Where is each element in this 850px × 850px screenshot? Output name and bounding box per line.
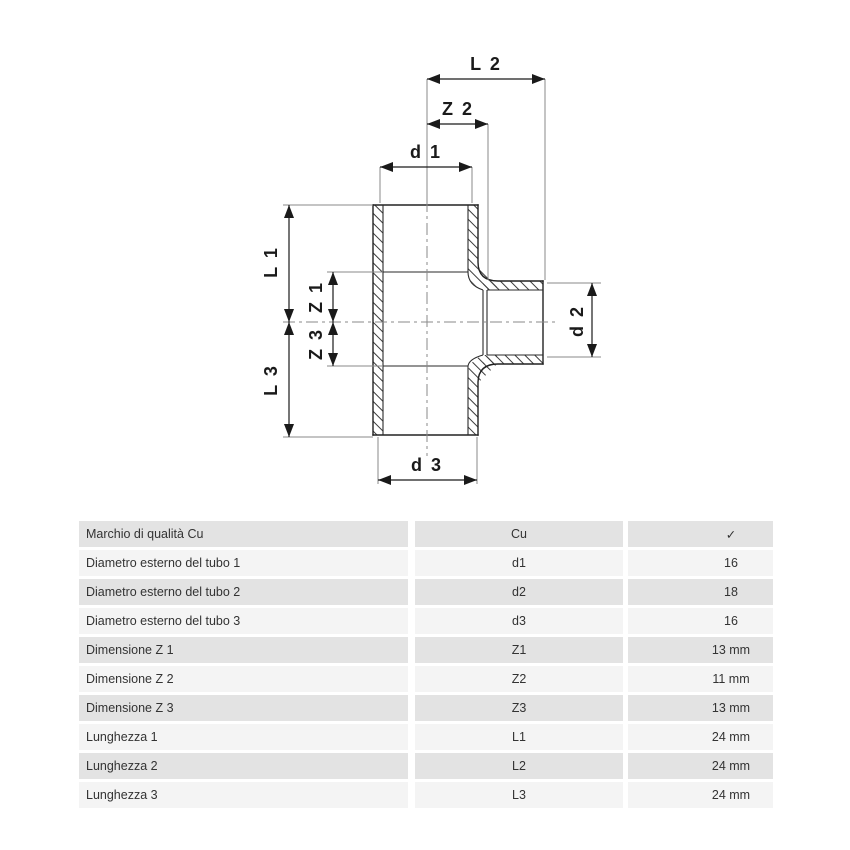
spec-symbol-cell: d2 — [415, 579, 623, 605]
spec-value-cell: 16 — [628, 550, 773, 576]
spec-symbol-cell: Z3 — [415, 695, 623, 721]
spec-symbol-cell: L3 — [415, 782, 623, 808]
dimension-label-z1: Z 1 — [306, 280, 326, 314]
spec-value-cell: 13 mm — [628, 695, 773, 721]
fitting-inner-lines — [383, 205, 543, 435]
spec-table-row — [79, 521, 773, 547]
spec-value-cell: 18 — [628, 579, 773, 605]
spec-value-cell: 24 mm — [628, 724, 773, 750]
spec-label-cell: Lunghezza 2 — [79, 753, 408, 779]
dimension-label-d3: d 3 — [410, 455, 444, 475]
spec-table-row — [79, 695, 773, 721]
dimension-label-z3: Z 3 — [306, 327, 326, 361]
dimension-label-d2: d 2 — [567, 304, 587, 338]
spec-value-cell: 13 mm — [628, 637, 773, 663]
spec-value-cell: 24 mm — [628, 753, 773, 779]
spec-label-cell: Lunghezza 1 — [79, 724, 408, 750]
spec-table — [79, 521, 773, 811]
spec-label-cell: Diametro esterno del tubo 3 — [79, 608, 408, 634]
spec-table-row — [79, 550, 773, 576]
spec-label-cell: Dimensione Z 3 — [79, 695, 408, 721]
spec-value-cell: 11 mm — [628, 666, 773, 692]
spec-symbol-cell: L1 — [415, 724, 623, 750]
spec-table-row — [79, 753, 773, 779]
spec-value-cell: 16 — [628, 608, 773, 634]
spec-symbol-cell: d1 — [415, 550, 623, 576]
spec-table-row — [79, 637, 773, 663]
spec-label-cell: Dimensione Z 1 — [79, 637, 408, 663]
fitting-outline — [373, 205, 543, 435]
spec-label-cell: Diametro esterno del tubo 2 — [79, 579, 408, 605]
fitting-wall-hatching — [373, 205, 543, 435]
dimension-label-d1: d 1 — [409, 142, 443, 162]
spec-symbol-cell: d3 — [415, 608, 623, 634]
dimension-lines — [289, 79, 592, 480]
spec-label-cell: Lunghezza 3 — [79, 782, 408, 808]
spec-symbol-cell: L2 — [415, 753, 623, 779]
spec-label-cell: Diametro esterno del tubo 1 — [79, 550, 408, 576]
dimension-label-l1: L 1 — [261, 246, 281, 278]
dimension-label-l2: L 2 — [470, 54, 502, 74]
spec-label-cell: Marchio di qualità Cu — [79, 521, 408, 547]
dimension-label-z2: Z 2 — [441, 99, 475, 119]
spec-value-cell: 24 mm — [628, 782, 773, 808]
spec-label-cell: Dimensione Z 2 — [79, 666, 408, 692]
centerlines — [283, 79, 558, 456]
dimension-label-l3: L 3 — [261, 364, 281, 396]
spec-table-row — [79, 666, 773, 692]
spec-symbol-cell: Z2 — [415, 666, 623, 692]
spec-table-row — [79, 724, 773, 750]
spec-table-row — [79, 579, 773, 605]
extension-lines — [283, 79, 601, 484]
spec-table-row — [79, 608, 773, 634]
spec-value-cell: ✓ — [628, 521, 773, 547]
spec-symbol-cell: Z1 — [415, 637, 623, 663]
spec-symbol-cell: Cu — [415, 521, 623, 547]
spec-table-row — [79, 782, 773, 808]
